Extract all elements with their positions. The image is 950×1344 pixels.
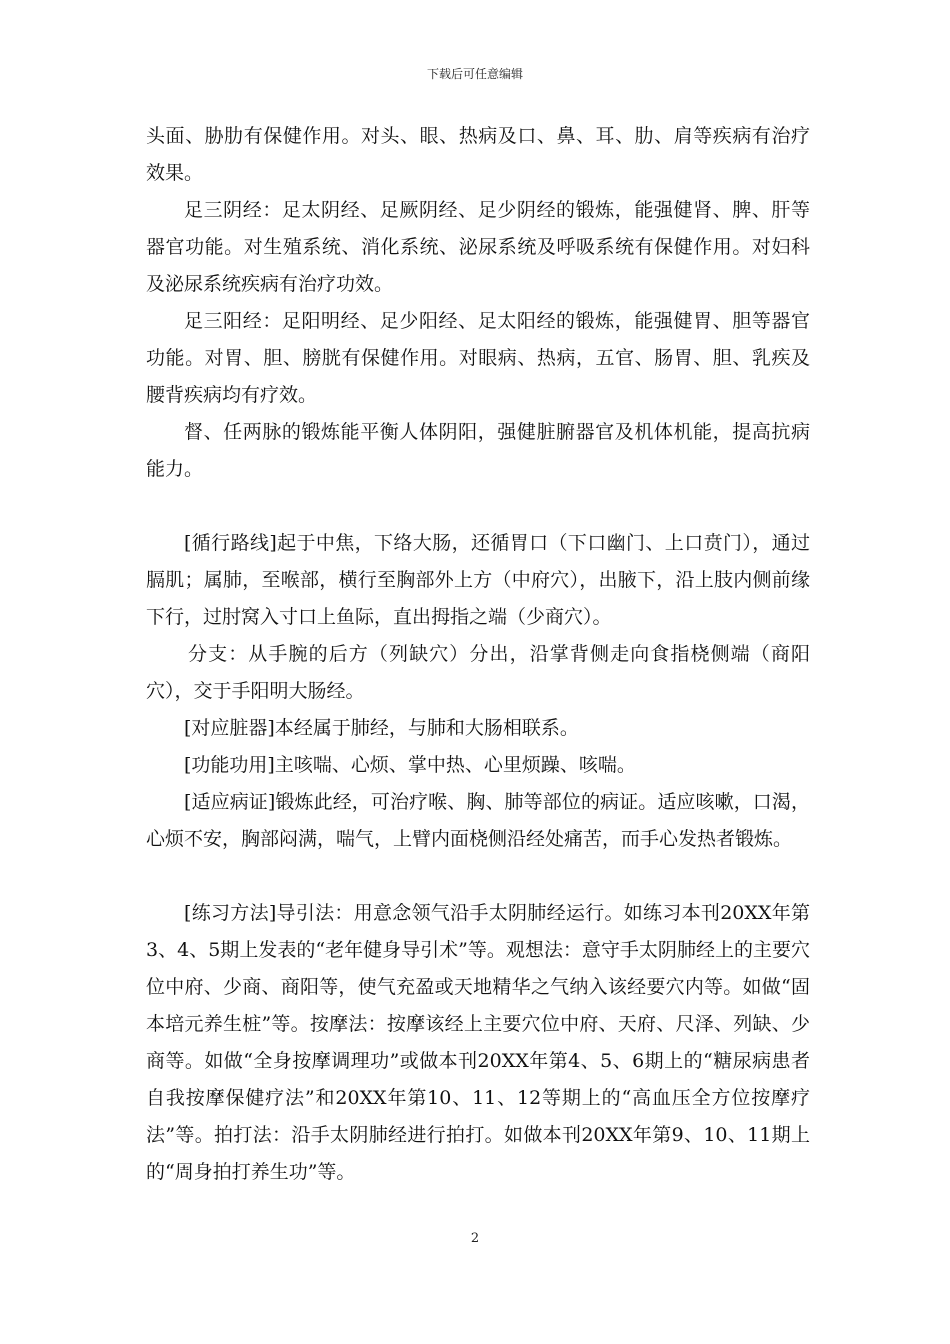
paragraph-indications: [适应病证]锻炼此经，可治疗喉、胸、肺等部位的病证。适应咳嗽，口渴，心烦不安，胸部闷满，喘气，上臂内面桡侧沿经处痛苦，而手心发热者锻炼。 xyxy=(146,791,810,850)
page-number: 2 xyxy=(470,1231,480,1246)
header-note: 下载后可任意编辑 xyxy=(426,67,523,81)
paragraph-functions: [功能功用]主咳喘、心烦、掌中热、心里烦躁、咳喘。 xyxy=(184,754,636,776)
paragraph-branch: 分支：从手腕的后方（列缺穴）分出，沿掌背侧走向食指桡侧端（商阳穴），交于手阳明大肠经。 xyxy=(146,643,810,702)
page-footer xyxy=(0,1231,950,1247)
paragraph-practice-methods: [练习方法]导引法：用意念领气沿手太阴肺经运行。如练习本刊20XX年第3、4、5期上发表的“老年健身导引术”等。观想法：意守手太阴肺经上的主要穴位中府、少商、商阳等，使气充盈或天地精华之气纳入该经要穴内等。如做“固本培元养生桩”等。按摩法：按摩该经上主要穴位中府、天府、尺泽、列缺、少商等。如做“全身按摩调理功”或做本刊20XX年第4、5、6期上的“糖尿病患者自我按摩保健疗法”和20XX年第10、11、12等期上的“高血压全方位按摩疗法”等。拍打法：沿手太阴肺经进行拍打。如做本刊20XX年第9、10、11期上的“周身拍打养生功”等。 xyxy=(146,902,810,1183)
paragraph-circulation-route: [循行路线]起于中焦，下络大肠，还循胃口（下口幽门、上口贲门），通过膈肌；属肺，至喉部，横行至胸部外上方（中府穴），出腋下，沿上肢内侧前缘下行，过肘窝入寸口上鱼际，直出拇指之端（少商穴）。 xyxy=(146,532,810,628)
paragraph-du-ren-meridians: 督、任两脉的锻炼能平衡人体阴阳，强健脏腑器官及机体机能，提高抗病能力。 xyxy=(146,421,810,480)
page-header xyxy=(0,66,950,82)
paragraph-foot-three-yin: 足三阴经：足太阴经、足厥阴经、足少阴经的锻炼，能强健肾、脾、肝等器官功能。对生殖系统、消化系统、泌尿系统及呼吸系统有保健作用。对妇科及泌尿系统疾病有治疗功效。 xyxy=(146,199,810,295)
paragraph-foot-three-yang: 足三阳经：足阳明经、足少阳经、足太阳经的锻炼，能强健胃、胆等器官功能。对胃、胆、膀胱有保健作用。对眼病、热病，五官、肠胃、胆、乳疾及腰背疾病均有疗效。 xyxy=(146,310,810,406)
paragraph-head-face: 头面、胁肋有保健作用。对头、眼、热病及口、鼻、耳、肋、肩等疾病有治疗效果。 xyxy=(146,125,810,184)
document-body xyxy=(146,118,810,1191)
paragraph-gap xyxy=(146,488,810,525)
paragraph-corresponding-organs: [对应脏器]本经属于肺经，与肺和大肠相联系。 xyxy=(184,717,579,739)
paragraph-gap xyxy=(146,858,810,895)
